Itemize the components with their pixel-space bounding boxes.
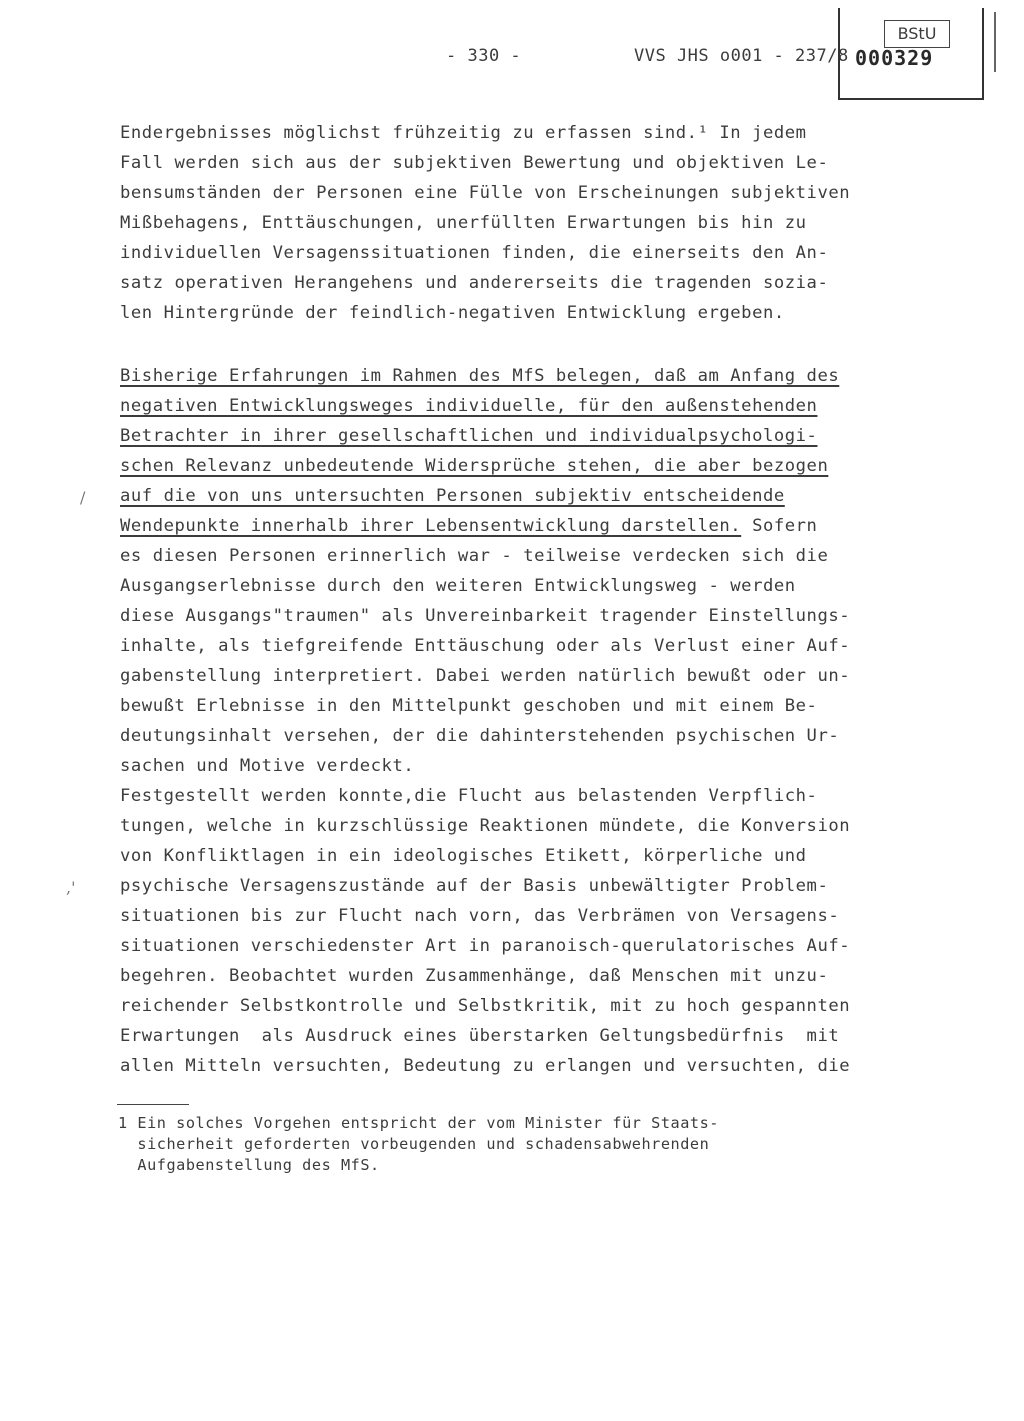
footnote-line: sicherheit geforderten vorbeugenden und schadensabwehrenden <box>118 1135 710 1153</box>
body-line: allen Mitteln versuchten, Bedeutung zu erlangen und versuchten, die <box>120 1056 851 1076</box>
body-line: satz operativen Herangehens und andererseits die tragenden sozia- <box>120 273 829 293</box>
body-line: situationen verschiedenster Art in paranoisch-querulatorisches Auf- <box>120 936 851 956</box>
body-line-underlined: Bisherige Erfahrungen im Rahmen des MfS belegen, daß am Anfang des <box>120 366 840 386</box>
edge-mark <box>994 12 996 72</box>
margin-tick-mark: ,' <box>66 878 76 897</box>
body-line: diese Ausgangs"traumen" als Unvereinbarkeit tragender Einstellungs- <box>120 606 851 626</box>
body-line-underlined: Wendepunkte innerhalb ihrer Lebensentwicklung darstellen. Sofern <box>120 516 818 536</box>
margin-tick-mark: / <box>80 488 86 507</box>
body-line: es diesen Personen erinnerlich war - teilweise verdecken sich die <box>120 546 829 566</box>
footnote-line: 1 Ein solches Vorgehen entspricht der vom Minister für Staats- <box>118 1114 720 1132</box>
page-number: - 330 - <box>446 46 522 66</box>
body-line: individuellen Versagenssituationen finden, die einerseits den An- <box>120 243 829 263</box>
stamp-number: 000329 <box>855 46 934 70</box>
body-line: begehren. Beobachtet wurden Zusammenhänge, daß Menschen mit unzu- <box>120 966 829 986</box>
body-line: situationen bis zur Flucht nach vorn, das Verbrämen von Versagens- <box>120 906 840 926</box>
body-line: Ausgangserlebnisse durch den weiteren Entwicklungsweg - werden <box>120 576 796 596</box>
body-line: len Hintergründe der feindlich-negativen Entwicklung ergeben. <box>120 303 785 323</box>
document-reference: VVS JHS o001 - 237/8 <box>634 46 849 66</box>
footnote-rule <box>117 1104 189 1105</box>
body-line: psychische Versagenszustände auf der Basis unbewältigter Problem- <box>120 876 829 896</box>
body-line: inhalte, als tiefgreifende Enttäuschung oder als Verlust einer Auf- <box>120 636 851 656</box>
body-line-underlined: schen Relevanz unbedeutende Widersprüche stehen, die aber bezogen <box>120 456 829 476</box>
body-line: sachen und Motive verdeckt. <box>120 756 415 776</box>
body-line: Festgestellt werden konnte,die Flucht aus belastenden Verpflich- <box>120 786 818 806</box>
body-line: bensumständen der Personen eine Fülle von Erscheinungen subjektiven <box>120 183 851 203</box>
body-line: gabenstellung interpretiert. Dabei werden natürlich bewußt oder un- <box>120 666 851 686</box>
body-line-underlined: Betrachter in ihrer gesellschaftlichen und individualpsychologi- <box>120 426 818 446</box>
body-line: Erwartungen als Ausdruck eines überstarken Geltungsbedürfnis mit <box>120 1026 840 1046</box>
body-line-underlined: auf die von uns untersuchten Personen subjektiv entscheidende <box>120 486 785 506</box>
body-line: Fall werden sich aus der subjektiven Bewertung und objektiven Le- <box>120 153 829 173</box>
body-line-underlined: negativen Entwicklungsweges individuelle, für den außenstehenden <box>120 396 818 416</box>
body-line: tungen, welche in kurzschlüssige Reaktionen mündete, die Konversion <box>120 816 851 836</box>
body-line: von Konfliktlagen in ein ideologisches Etikett, körperliche und <box>120 846 807 866</box>
footnote-line: Aufgabenstellung des MfS. <box>118 1156 380 1174</box>
body-line: bewußt Erlebnisse in den Mittelpunkt geschoben und mit einem Be- <box>120 696 818 716</box>
stamp-label: BStU <box>884 20 950 48</box>
body-line: deutungsinhalt versehen, der die dahinterstehenden psychischen Ur- <box>120 726 840 746</box>
body-line: reichender Selbstkontrolle und Selbstkritik, mit zu hoch gespannten <box>120 996 851 1016</box>
body-line: Mißbehagens, Enttäuschungen, unerfüllten Erwartungen bis hin zu <box>120 213 807 233</box>
body-line: Endergebnisses möglichst frühzeitig zu erfassen sind.¹ In jedem <box>120 123 807 143</box>
